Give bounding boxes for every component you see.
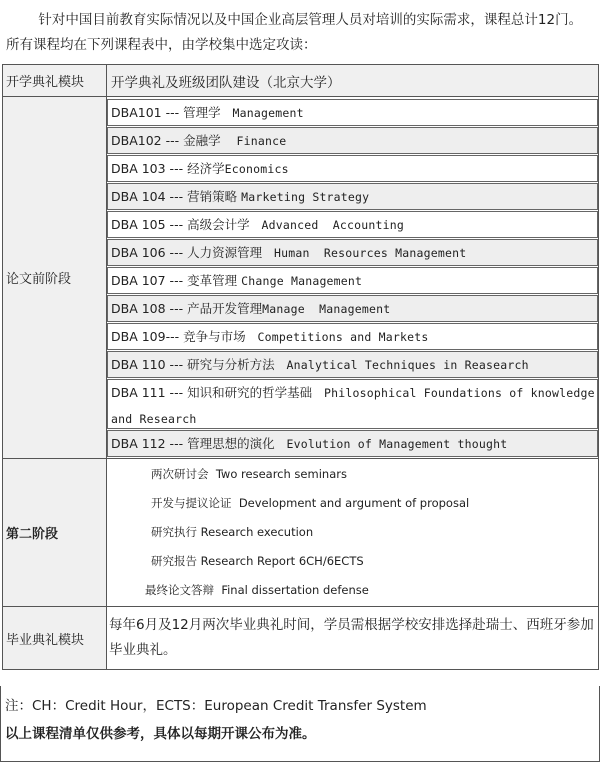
course-item: DBA 104 --- 营销策略 Marketing Strategy bbox=[107, 183, 598, 210]
opening-label: 开学典礼模块 bbox=[3, 65, 107, 97]
stage-item: 研究执行 Research execution bbox=[151, 525, 314, 539]
graduation-row bbox=[3, 607, 599, 670]
stage-item: 两次研讨会 Two research seminars bbox=[151, 467, 347, 481]
stage-item: 最终论文答辩 Final dissertation defense bbox=[145, 583, 369, 597]
curriculum-table bbox=[2, 64, 599, 670]
opening-row bbox=[3, 65, 599, 97]
course-item: DBA101 --- 管理学 Management bbox=[107, 99, 598, 126]
second-stage-row bbox=[3, 459, 599, 607]
course-item: DBA 109--- 竞争与市场 Competitions and Markets bbox=[107, 323, 598, 350]
stage-item: 开发与提议论证 Development and argument of proposal bbox=[151, 496, 470, 510]
graduation-label: 毕业典礼模块 bbox=[3, 607, 107, 670]
course-item: DBA 107 --- 变革管理 Change Management bbox=[107, 267, 598, 294]
course-item: DBA 108 --- 产品开发管理Manage Management bbox=[107, 295, 598, 322]
intro-paragraph: 针对中国目前教育实际情况以及中国企业高层管理人员对培训的实际需求，课程总计12门。所有课程均在下列课程表中，由学校集中选定攻读： bbox=[6, 12, 583, 53]
note-disclaimer: 以上课程清单仅供参考，具体以每期开课公布为准。 bbox=[5, 726, 316, 742]
thesis-stage-label: 论文前阶段 bbox=[3, 97, 107, 459]
opening-content: 开学典礼及班级团队建设（北京大学） bbox=[107, 65, 599, 97]
notes-box bbox=[0, 686, 600, 762]
second-stage-label: 第二阶段 bbox=[3, 459, 107, 607]
second-stage-list bbox=[107, 459, 599, 607]
course-item: DBA 110 --- 研究与分析方法 Analytical Techniques in Reasearch bbox=[107, 351, 598, 378]
thesis-stage-row bbox=[3, 97, 599, 459]
stage-item: 研究报告 Research Report 6CH/6ECTS bbox=[151, 554, 364, 568]
course-item: DBA 112 --- 管理思想的演化 Evolution of Management thought bbox=[107, 430, 598, 457]
course-item: DBA 103 --- 经济学Economics bbox=[107, 155, 598, 182]
note-abbreviations: 注：CH：Credit Hour，ECTS：European Credit Transfer System bbox=[5, 698, 427, 714]
course-list bbox=[107, 97, 599, 459]
graduation-content: 每年6月及12月两次毕业典礼时间，学员需根据学校安排选择赴瑞士、西班牙参加毕业典礼。 bbox=[107, 607, 599, 670]
course-item: DBA 105 --- 高级会计学 Advanced Accounting bbox=[107, 211, 598, 238]
course-item: DBA 111 --- 知识和研究的哲学基础 Philosophical Foundations of knowledge and Research bbox=[107, 379, 598, 429]
course-item: DBA 106 --- 人力资源管理 Human Resources Management bbox=[107, 239, 598, 266]
course-item: DBA102 --- 金融学 Finance bbox=[107, 127, 598, 154]
